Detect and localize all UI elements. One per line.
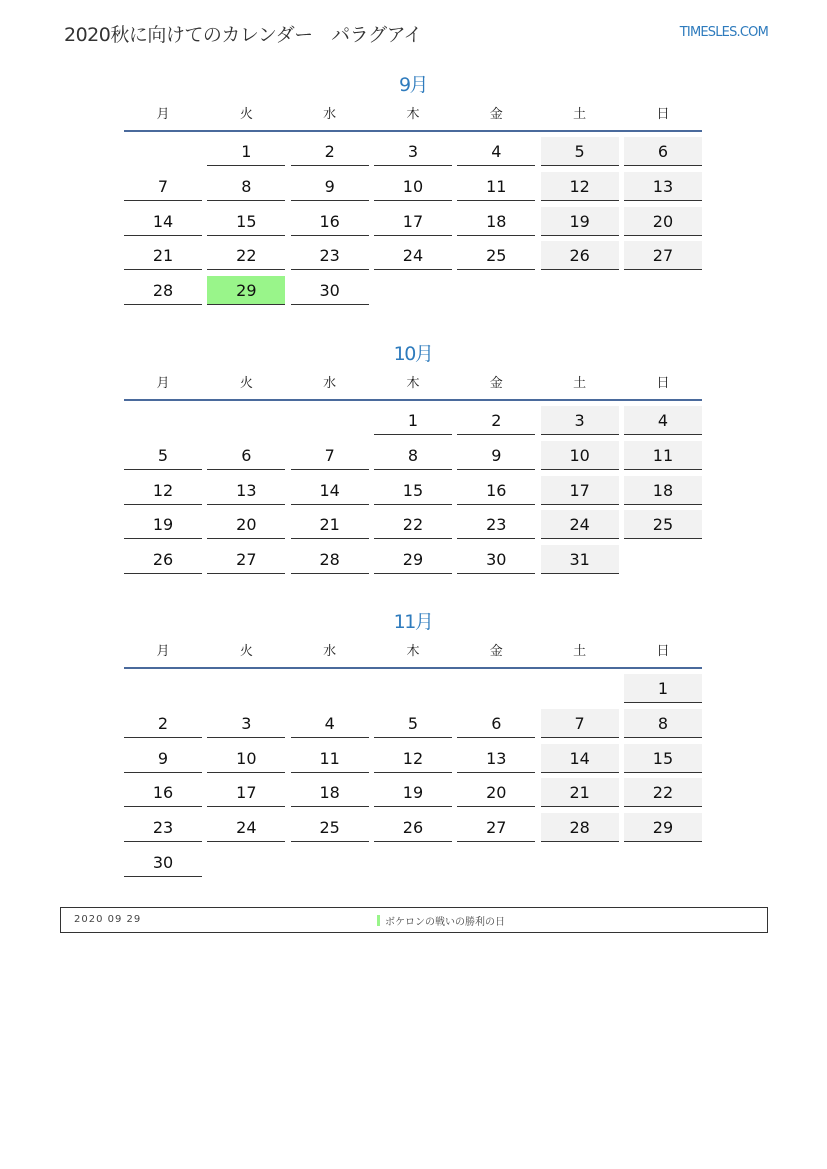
day-cell[interactable]: 4 — [457, 137, 535, 166]
weekday-label: 火 — [239, 644, 253, 659]
day-cell[interactable]: 3 — [541, 406, 619, 435]
holiday-event — [377, 913, 505, 928]
day-cell[interactable]: 7 — [541, 709, 619, 738]
month-calendar — [124, 339, 702, 574]
weekday-label: 月 — [156, 376, 170, 391]
day-cell[interactable]: 6 — [457, 709, 535, 738]
month-title: 9月 — [398, 74, 428, 96]
highlight-swatch-icon — [377, 915, 380, 926]
day-cell[interactable]: 13 — [207, 476, 285, 505]
weekday-header — [124, 369, 702, 401]
day-cell[interactable]: 27 — [457, 813, 535, 842]
day-cell[interactable]: 27 — [207, 545, 285, 574]
days-grid — [124, 674, 702, 877]
weekday-label: 火 — [239, 376, 253, 391]
day-cell[interactable]: 18 — [624, 476, 702, 505]
site-link[interactable]: TIMESLES.COM — [679, 25, 768, 40]
day-cell[interactable]: 18 — [291, 778, 369, 807]
day-cell[interactable]: 31 — [541, 545, 619, 574]
day-cell[interactable]: 27 — [624, 241, 702, 270]
day-cell[interactable]: 16 — [291, 207, 369, 236]
day-cell[interactable]: 15 — [374, 476, 452, 505]
day-cell[interactable]: 16 — [124, 778, 202, 807]
day-cell[interactable]: 14 — [541, 744, 619, 773]
month-title: 11月 — [393, 611, 433, 633]
days-grid — [124, 137, 702, 305]
day-cell[interactable]: 18 — [457, 207, 535, 236]
weekday-label: 金 — [489, 376, 503, 391]
day-cell[interactable]: 17 — [374, 207, 452, 236]
day-cell[interactable]: 23 — [291, 241, 369, 270]
day-cell[interactable]: 26 — [541, 241, 619, 270]
day-cell[interactable]: 6 — [207, 441, 285, 470]
day-cell[interactable]: 24 — [374, 241, 452, 270]
day-cell-holiday[interactable]: 29 — [207, 276, 285, 305]
day-cell[interactable]: 8 — [207, 172, 285, 201]
weekday-label: 火 — [239, 107, 253, 122]
day-cell[interactable]: 23 — [124, 813, 202, 842]
month-calendar — [124, 607, 702, 877]
day-cell[interactable]: 30 — [457, 545, 535, 574]
day-cell[interactable]: 12 — [374, 744, 452, 773]
day-cell[interactable]: 5 — [541, 137, 619, 166]
day-cell[interactable]: 4 — [291, 709, 369, 738]
day-cell[interactable]: 5 — [374, 709, 452, 738]
weekday-label: 日 — [656, 107, 670, 122]
day-cell[interactable]: 2 — [457, 406, 535, 435]
day-cell[interactable]: 15 — [624, 744, 702, 773]
day-cell[interactable]: 3 — [207, 709, 285, 738]
empty-cell — [541, 674, 619, 702]
day-cell[interactable]: 29 — [374, 545, 452, 574]
weekday-label: 金 — [489, 107, 503, 122]
day-cell[interactable]: 20 — [624, 207, 702, 236]
day-cell[interactable]: 26 — [374, 813, 452, 842]
day-cell[interactable]: 14 — [291, 476, 369, 505]
day-cell[interactable]: 11 — [624, 441, 702, 470]
empty-cell — [291, 406, 369, 434]
day-cell[interactable]: 22 — [374, 510, 452, 539]
weekday-label: 土 — [573, 107, 587, 122]
weekday-label: 月 — [156, 107, 170, 122]
day-cell[interactable]: 26 — [124, 545, 202, 574]
month-calendar — [124, 70, 702, 305]
empty-cell — [124, 406, 202, 434]
empty-cell — [124, 674, 202, 702]
weekday-label: 木 — [406, 644, 420, 659]
day-cell[interactable]: 11 — [457, 172, 535, 201]
weekday-label: 金 — [489, 644, 503, 659]
day-cell[interactable]: 22 — [624, 778, 702, 807]
day-cell[interactable]: 13 — [457, 744, 535, 773]
day-cell[interactable]: 21 — [541, 778, 619, 807]
day-cell[interactable]: 9 — [457, 441, 535, 470]
day-cell[interactable]: 1 — [624, 674, 702, 703]
weekday-header — [124, 100, 702, 132]
weekday-label: 土 — [573, 644, 587, 659]
day-cell[interactable]: 21 — [124, 241, 202, 270]
day-cell[interactable]: 10 — [541, 441, 619, 470]
weekday-header — [124, 637, 702, 669]
empty-cell — [291, 674, 369, 702]
empty-cell — [207, 406, 285, 434]
weekday-label: 日 — [656, 376, 670, 391]
page-title: 2020秋に向けてのカレンダー パラグアイ — [64, 24, 422, 46]
weekday-label: 土 — [573, 376, 587, 391]
day-cell[interactable]: 9 — [291, 172, 369, 201]
holiday-date: 2020 09 29 — [74, 914, 142, 925]
day-cell[interactable]: 19 — [374, 778, 452, 807]
day-cell[interactable]: 10 — [207, 744, 285, 773]
day-cell[interactable]: 6 — [624, 137, 702, 166]
empty-cell — [124, 137, 202, 165]
day-cell[interactable]: 20 — [457, 778, 535, 807]
month-title: 10月 — [393, 343, 433, 365]
day-cell[interactable]: 17 — [541, 476, 619, 505]
day-cell[interactable]: 1 — [374, 406, 452, 435]
weekday-label: 日 — [656, 644, 670, 659]
day-cell[interactable]: 29 — [624, 813, 702, 842]
weekday-label: 水 — [323, 644, 337, 659]
day-cell[interactable]: 7 — [124, 172, 202, 201]
holiday-legend — [60, 907, 768, 933]
weekday-label: 月 — [156, 644, 170, 659]
day-cell[interactable]: 24 — [207, 813, 285, 842]
day-cell[interactable]: 2 — [291, 137, 369, 166]
day-cell[interactable]: 17 — [207, 778, 285, 807]
day-cell[interactable]: 14 — [124, 207, 202, 236]
day-cell[interactable]: 28 — [291, 545, 369, 574]
day-cell[interactable]: 21 — [291, 510, 369, 539]
day-cell[interactable]: 3 — [374, 137, 452, 166]
day-cell[interactable]: 13 — [624, 172, 702, 201]
day-cell[interactable]: 19 — [541, 207, 619, 236]
day-cell[interactable]: 28 — [124, 276, 202, 305]
day-cell[interactable]: 11 — [291, 744, 369, 773]
day-cell[interactable]: 25 — [624, 510, 702, 539]
day-cell[interactable]: 25 — [291, 813, 369, 842]
weekday-label: 水 — [323, 107, 337, 122]
empty-cell — [457, 674, 535, 702]
day-cell[interactable]: 20 — [207, 510, 285, 539]
day-cell[interactable]: 24 — [541, 510, 619, 539]
empty-cell — [207, 674, 285, 702]
day-cell[interactable]: 4 — [624, 406, 702, 435]
day-cell[interactable]: 10 — [374, 172, 452, 201]
empty-cell — [374, 674, 452, 702]
holiday-name: ボケロンの戦いの勝利の日 — [385, 917, 505, 928]
day-cell[interactable]: 28 — [541, 813, 619, 842]
day-cell[interactable]: 22 — [207, 241, 285, 270]
day-cell[interactable]: 2 — [124, 709, 202, 738]
weekday-label: 木 — [406, 107, 420, 122]
day-cell[interactable]: 5 — [124, 441, 202, 470]
days-grid — [124, 406, 702, 574]
day-cell[interactable]: 8 — [374, 441, 452, 470]
weekday-label: 水 — [323, 376, 337, 391]
day-cell[interactable]: 30 — [291, 276, 369, 305]
day-cell[interactable]: 16 — [457, 476, 535, 505]
day-cell[interactable]: 9 — [124, 744, 202, 773]
day-cell[interactable]: 23 — [457, 510, 535, 539]
day-cell[interactable]: 12 — [124, 476, 202, 505]
day-cell[interactable]: 19 — [124, 510, 202, 539]
day-cell[interactable]: 25 — [457, 241, 535, 270]
day-cell[interactable]: 8 — [624, 709, 702, 738]
day-cell[interactable]: 7 — [291, 441, 369, 470]
day-cell[interactable]: 1 — [207, 137, 285, 166]
day-cell[interactable]: 12 — [541, 172, 619, 201]
day-cell[interactable]: 30 — [124, 848, 202, 877]
day-cell[interactable]: 15 — [207, 207, 285, 236]
weekday-label: 木 — [406, 376, 420, 391]
